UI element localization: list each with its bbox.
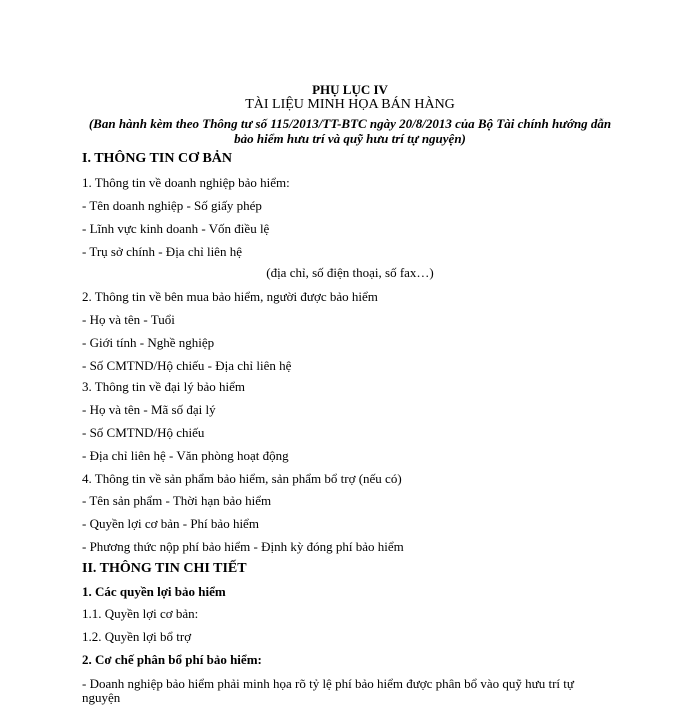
section1-item4-b: - Quyền lợi cơ bản - Phí bảo hiểm	[82, 516, 259, 531]
section1-item1-c: - Trụ sở chính - Địa chỉ liên hệ	[82, 244, 242, 259]
section1-heading: I. THÔNG TIN CƠ BẢN	[82, 151, 233, 166]
section1-item4: 4. Thông tin về sản phẩm bảo hiểm, sản phẩm bổ trợ (nếu có)	[82, 471, 402, 486]
section1-item2-b: - Giới tính - Nghề nghiệp	[82, 335, 215, 350]
section1-item2-c: - Số CMTND/Hộ chiếu - Địa chỉ liên hệ	[82, 358, 292, 373]
section2-sub2: 2. Cơ chế phân bổ phí bảo hiểm:	[82, 652, 262, 667]
section1-item4-a: - Tên sản phẩm - Thời hạn bảo hiểm	[82, 493, 272, 508]
appendix-title: PHỤ LỤC IV	[312, 82, 388, 97]
section1-item4-c: - Phương thức nộp phí bảo hiểm - Định kỳ đóng phí bảo hiểm	[82, 539, 404, 554]
section1-item2: 2. Thông tin về bên mua bảo hiểm, người được bảo hiểm	[82, 289, 378, 304]
section2-sub1-a: 1.1. Quyền lợi cơ bản:	[82, 606, 199, 621]
section1-item3: 3. Thông tin về đại lý bảo hiểm	[82, 379, 245, 394]
section1-item1: 1. Thông tin về doanh nghiệp bảo hiểm:	[82, 175, 290, 190]
section1-item1-a: - Tên doanh nghiệp - Số giấy phép	[82, 198, 262, 213]
section1-item1-b: - Lĩnh vực kinh doanh - Vốn điều lệ	[82, 221, 270, 236]
section1-item3-a: - Họ và tên - Mã số đại lý	[82, 402, 216, 417]
section2-heading: II. THÔNG TIN CHI TIẾT	[82, 561, 247, 576]
section1-item3-b: - Số CMTND/Hộ chiếu	[82, 425, 205, 440]
section2-sub2-a-cont: nguyện	[82, 690, 121, 705]
section1-item3-c: - Địa chỉ liên hệ - Văn phòng hoạt động	[82, 448, 289, 463]
document-subtitle-line1: (Ban hành kèm theo Thông tư số 115/2013/TT-BTC ngày 20/8/2013 của Bộ Tài chính hướng dẫn	[88, 116, 612, 131]
section2-sub1-b: 1.2. Quyền lợi bổ trợ	[82, 629, 192, 644]
section1-item2-a: - Họ và tên - Tuổi	[82, 312, 175, 327]
document-subtitle-line2: bảo hiểm hưu trí và quỹ hưu trí tự nguyện)	[234, 131, 466, 146]
section2-sub2-a: - Doanh nghiệp bảo hiểm phải minh họa rõ tỷ lệ phí bảo hiểm được phân bổ vào quỹ hưu trí tự	[82, 676, 574, 691]
document-title: TÀI LIỆU MINH HỌA BÁN HÀNG	[245, 97, 455, 112]
section1-item1-note: (địa chỉ, số điện thoại, số fax…)	[266, 265, 434, 280]
section2-sub1: 1. Các quyền lợi bảo hiểm	[82, 584, 226, 599]
